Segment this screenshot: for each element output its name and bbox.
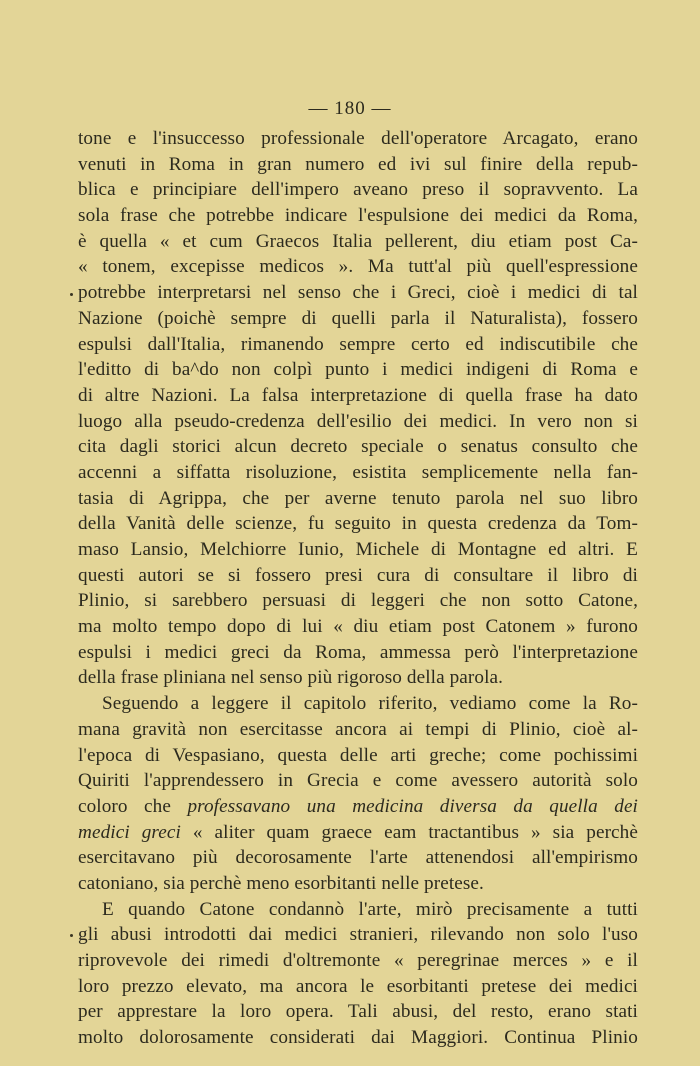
text-line: ma molto tempo dopo di lui « diu etiam post Catonem » furono <box>78 616 638 638</box>
text-line <box>78 794 638 820</box>
text-line: mana gravità non esercitasse ancora ai tempi di Plinio, cioè al- <box>78 718 638 740</box>
text-line: l'editto di ba^do non colpì punto i medici indigeni di Roma e <box>78 359 638 381</box>
text-line: tasia di Agrippa, che per averne tenuto parola nel suo libro <box>78 487 638 509</box>
text-line: Quiriti l'apprendessero in Grecia e come avessero autorità solo <box>78 770 638 792</box>
paragraph-1 <box>78 126 638 691</box>
ink-speck <box>70 934 73 937</box>
text-line: riprovevole dei rimedi d'oltremonte « peregrinae merces » e il <box>78 950 638 971</box>
text-line: espulsi dall'Italia, rimanendo sempre certo ed indiscutibile che <box>78 333 638 355</box>
text-line: venuti in Roma in gran numero ed ivi sul finire della repub- <box>78 153 638 175</box>
text-line: loro prezzo elevato, ma ancora le esorbitanti pretese dei medici <box>78 975 638 997</box>
text-line: catoniano, sia perchè meno esorbitanti nelle pretese. <box>78 872 484 894</box>
paragraph-3 <box>78 897 638 1051</box>
text-line: l'epoca di Vespasiano, questa delle arti greche; come pochissimi <box>78 744 638 766</box>
text-run: « aliter quam graece eam tractantibus » sia perchè <box>180 821 638 843</box>
text-line: di altre Nazioni. La falsa interpretazione di quella frase ha dato <box>78 384 638 406</box>
text-line: della frase pliniana nel senso più rigoroso della parola. <box>78 667 504 689</box>
text-line: Nazione (poichè sempre di quelli parla il Naturalista), fossero <box>78 307 638 329</box>
text-line: potrebbe interpretarsi nel senso che i Greci, cioè i medici di tal <box>78 282 638 304</box>
text-line: « tonem, excepisse medicos ». Ma tutt'al più quell'espressione <box>78 256 638 278</box>
text-line: maso Lansio, Melchiorre Iunio, Michele di Montagne ed altri. E <box>78 539 638 560</box>
text-line: della Vanità delle scienze, fu seguito in questa credenza da Tom- <box>78 513 638 535</box>
italic-text-run: professavano una medicina diversa da quella dei <box>187 795 638 817</box>
text-line: Plinio, si sarebbero persuasi di leggeri che non sotto Catone, <box>78 590 638 612</box>
text-line: per apprestare la loro opera. Tali abusi, del resto, erano stati <box>78 1001 638 1023</box>
text-line: E quando Catone condannò l'arte, mirò precisamente a tutti <box>102 898 638 920</box>
text-line: questi autori se si fossero presi cura di consultare il libro di <box>78 564 638 586</box>
italic-text-run: medici greci <box>78 821 181 843</box>
text-line <box>78 820 638 846</box>
text-line: gli abusi introdotti dai medici stranieri, rilevando non solo l'uso <box>78 924 638 946</box>
text-line: tone e l'insuccesso professionale dell'operatore Arcagato, erano <box>78 128 638 149</box>
paragraph-2 <box>78 691 638 897</box>
text-line: cita dagli storici alcun decreto speciale o senatus consulto che <box>78 436 638 458</box>
text-line: Seguendo a leggere il capitolo riferito, vediamo come la Ro- <box>102 693 638 715</box>
text-line: accenni a siffatta risoluzione, esistita semplicemente nella fan- <box>78 461 638 483</box>
text-line: è quella « et cum Graecos Italia pellerent, diu etiam post Ca- <box>78 230 638 252</box>
text-line: luogo alla pseudo-credenza dell'esilio dei medici. In vero non si <box>78 410 638 432</box>
text-run: coloro che <box>78 795 188 817</box>
text-line: blica e principiare dell'impero aveano preso il sopravvento. La <box>78 179 638 201</box>
text-line: molto dolorosamente considerati dai Maggiori. Continua Plinio <box>78 1027 638 1049</box>
text-line: espulsi i medici greci da Roma, ammessa però l'interpretazione <box>78 641 638 663</box>
body-text <box>78 126 638 1051</box>
text-line: sola frase che potrebbe indicare l'espulsione dei medici da Roma, <box>78 205 638 227</box>
text-line: esercitavano più decorosamente l'arte attenendosi all'empirismo <box>78 847 638 869</box>
page-number: — 180 — <box>308 98 392 119</box>
ink-speck <box>70 293 73 296</box>
